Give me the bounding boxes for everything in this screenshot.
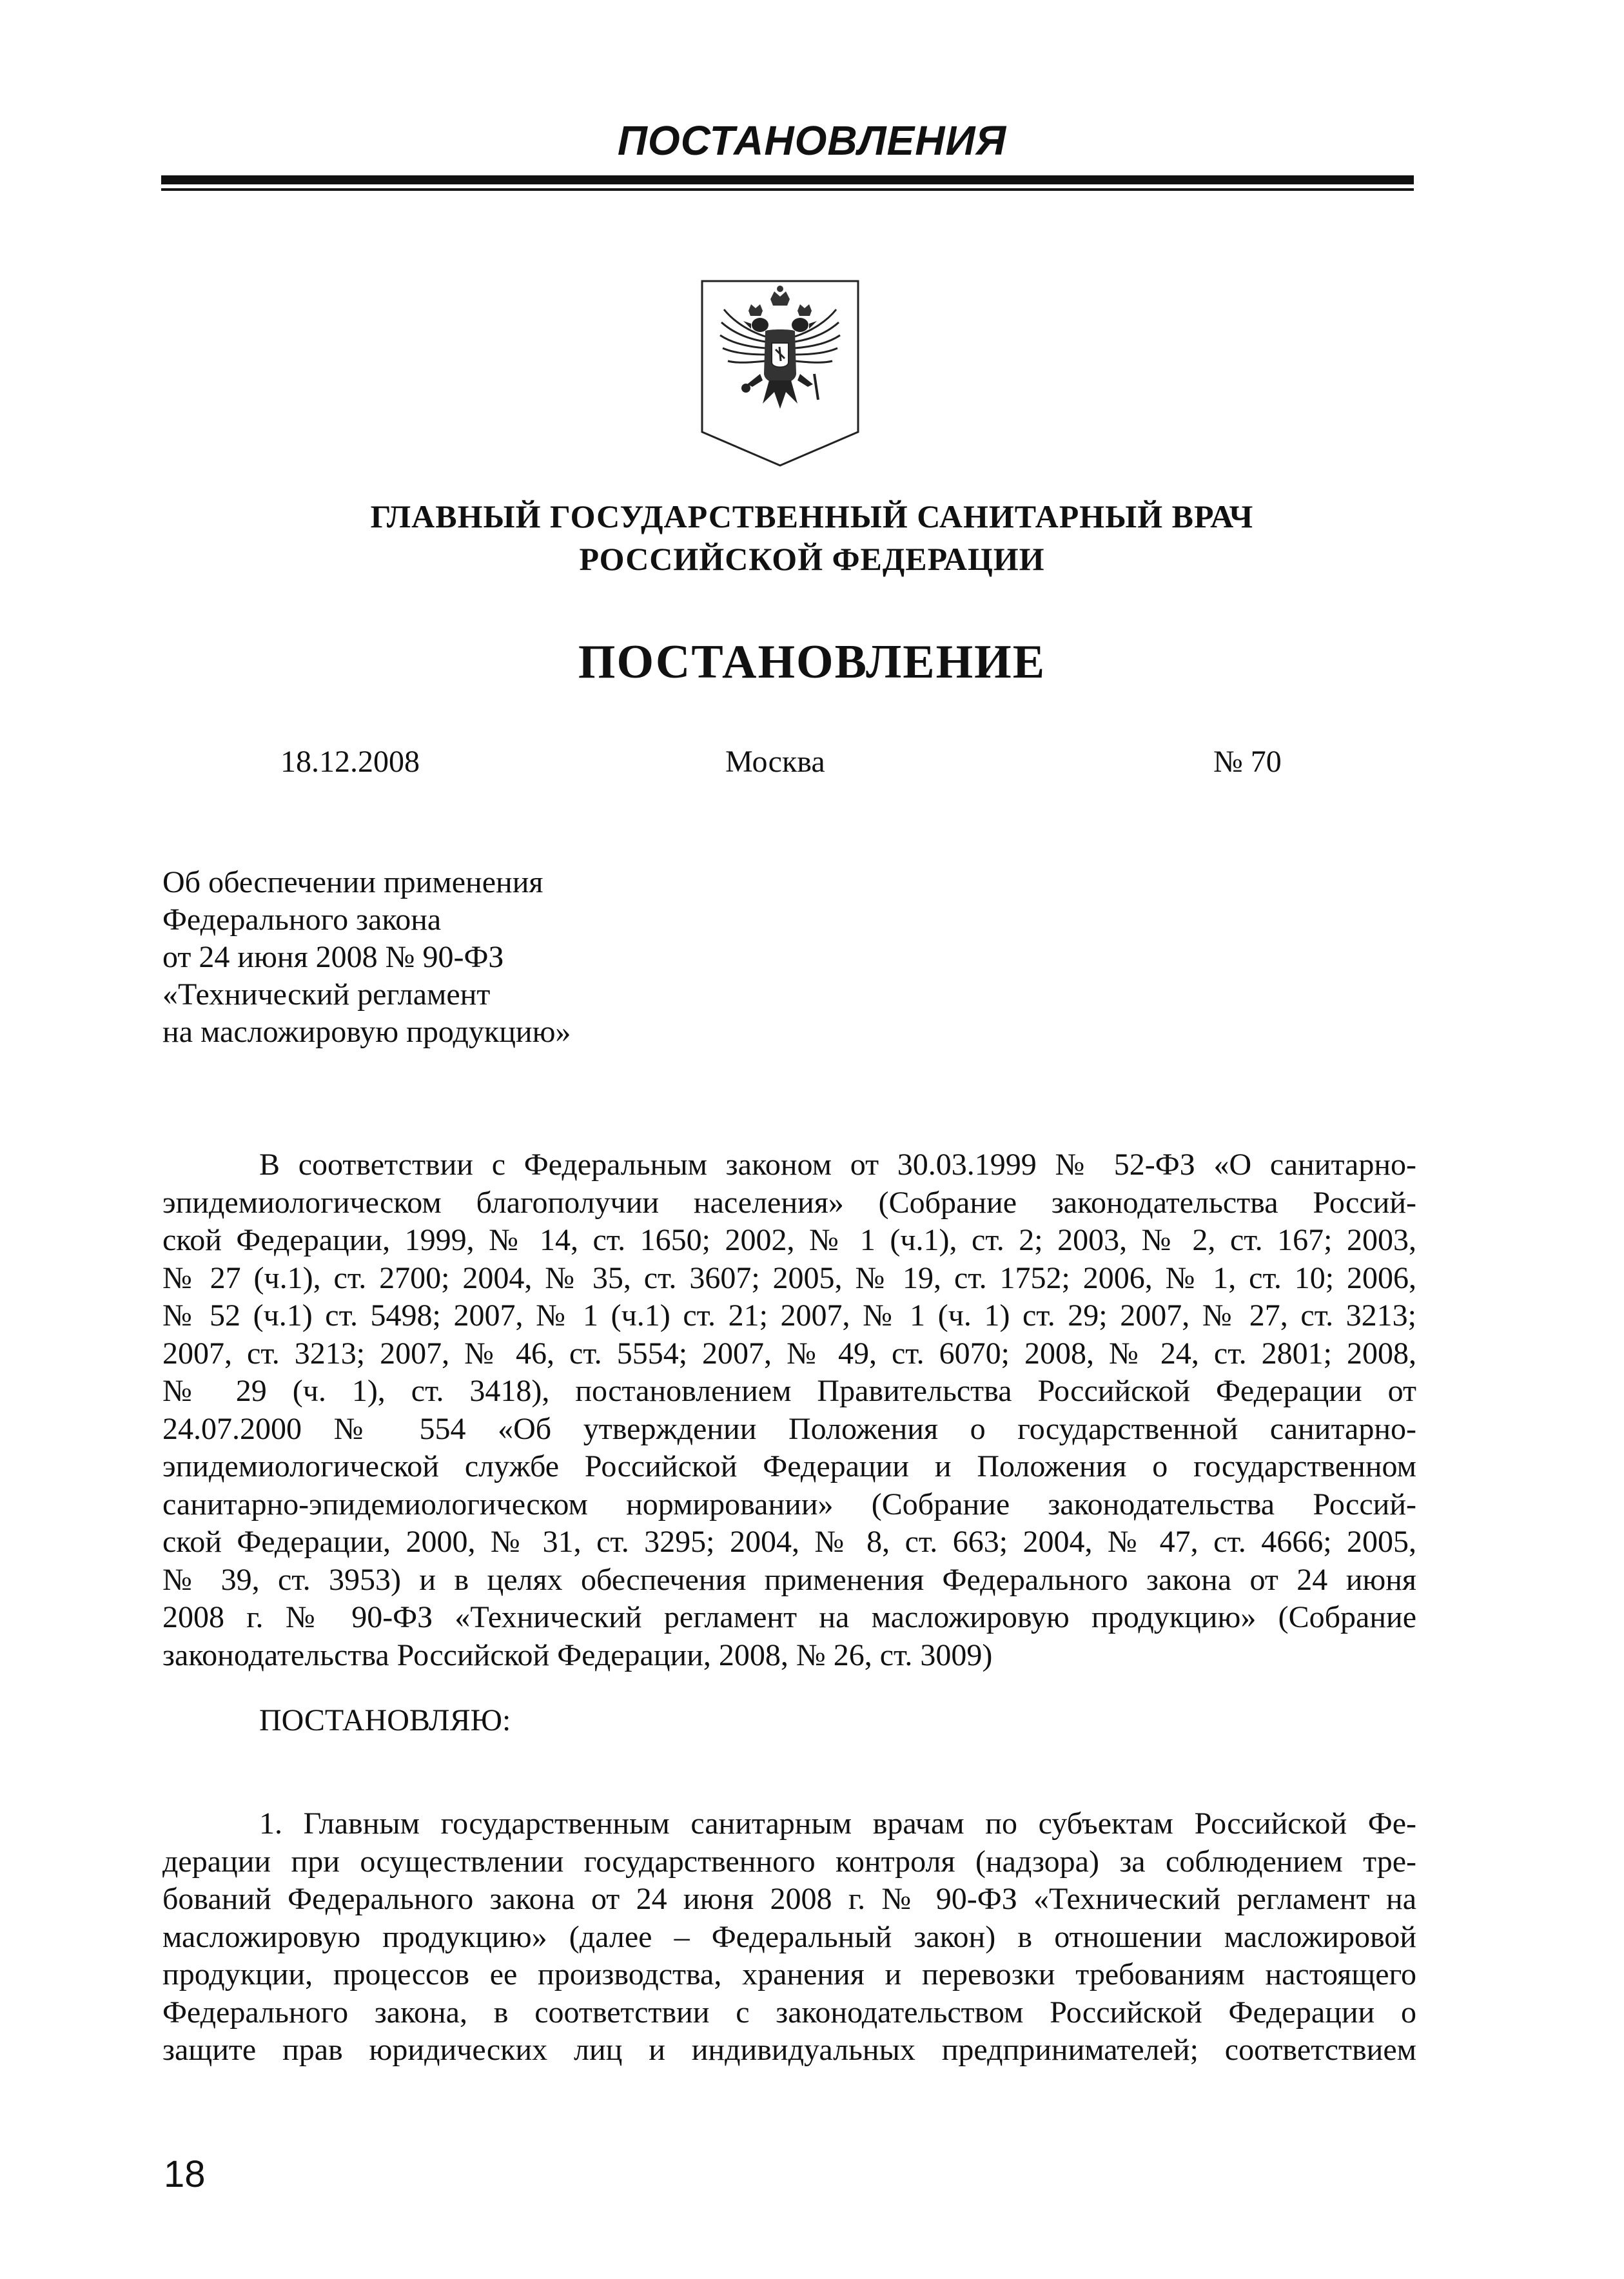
document-subject — [162, 864, 571, 1051]
paragraph-line: ской Федерации, 2000, № 31, ст. 3295; 2004, № 8, ст. 663; 2004, № 47, ст. 4666; 2005, — [162, 1525, 1416, 1559]
paragraph-line: № 29 (ч. 1), ст. 3418), постановлением Правительства Российской Федерации от — [162, 1374, 1416, 1408]
subject-line: на масложировую продукцию» — [162, 1015, 571, 1049]
paragraph-line: ской Федерации, 1999, № 14, ст. 1650; 2002, № 1 (ч.1), ст. 2; 2003, № 2, ст. 167; 2003, — [162, 1223, 1416, 1257]
paragraph-line: бований Федерального закона от 24 июня 2008 г. № 90-ФЗ «Технический регламент на — [162, 1882, 1416, 1916]
document-title: ПОСТАНОВЛЕНИЕ — [578, 636, 1046, 689]
paragraph-line: санитарно-эпидемиологическом нормировании» (Собрание законодательства Россий- — [162, 1487, 1416, 1521]
paragraph-line: В соответствии с Федеральным законом от 30.03.1999 № 52-ФЗ «О санитарно- — [259, 1148, 1416, 1182]
clause-1-paragraph — [162, 1805, 1416, 2069]
document-date: 18.12.2008 — [280, 745, 420, 779]
paragraph-line: законодательства Российской Федерации, 2008, № 26, ст. 3009) — [162, 1638, 993, 1672]
paragraph-line: защите прав юридических лиц и индивидуальных предпринимателей; соответствием — [162, 2033, 1416, 2067]
paragraph-line: 1. Главным государственным санитарным врачам по субъектам Российской Фе- — [259, 1806, 1416, 1841]
header-rule-thin — [161, 188, 1414, 191]
paragraph-line: 2007, ст. 3213; 2007, № 46, ст. 5554; 2007, № 49, ст. 6070; 2008, № 24, ст. 2801; 2008, — [162, 1336, 1416, 1371]
paragraph-line: № 27 (ч.1), ст. 2700; 2004, № 35, ст. 3607; 2005, № 19, ст. 1752; 2006, № 1, ст. 10; 2006, — [162, 1260, 1416, 1295]
paragraph-line: 2008 г. № 90-ФЗ «Технический регламент на масложировую продукцию» (Собрание — [162, 1600, 1416, 1634]
paragraph-line: дерации при осуществлении государственного контроля (надзора) за соблюдением тре- — [162, 1844, 1416, 1879]
paragraph-line: № 39, ст. 3953) и в целях обеспечения применения Федерального закона от 24 июня — [162, 1562, 1416, 1597]
subject-line: «Технический регламент — [162, 977, 491, 1012]
header-rule-thick — [161, 175, 1414, 184]
page-number: 18 — [164, 2153, 206, 2195]
paragraph-line: № 52 (ч.1) ст. 5498; 2007, № 1 (ч.1) ст. 21; 2007, № 1 (ч. 1) ст. 29; 2007, № 27, ст. 3213; — [162, 1298, 1416, 1333]
document-city: Москва — [725, 745, 825, 779]
paragraph-line: 24.07.2000 № 554 «Об утверждении Положения о государственной санитарно- — [162, 1411, 1416, 1446]
resolve-heading — [162, 1702, 1416, 1740]
subject-line: Федерального закона — [162, 903, 442, 937]
resolve-text: ПОСТАНОВЛЯЮ: — [259, 1703, 511, 1737]
paragraph-line: Федерального закона, в соответствии с законодательством Российской Федерации о — [162, 1995, 1416, 2030]
issuing-authority — [0, 495, 1624, 580]
paragraph-line: эпидемиологической службе Российской Федерации и Положения о государственном — [162, 1449, 1416, 1483]
paragraph-line: масложировую продукцию» (далее – Федеральный закон) в отношении масложировой — [162, 1919, 1416, 1954]
running-header: ПОСТАНОВЛЕНИЯ — [617, 117, 1007, 164]
authority-line-1: ГЛАВНЫЙ ГОСУДАРСТВЕННЫЙ САНИТАРНЫЙ ВРАЧ — [370, 498, 1254, 534]
authority-line-2: РОССИЙСКОЙ ФЕДЕРАЦИИ — [579, 541, 1045, 577]
preamble-paragraph — [162, 1146, 1416, 1674]
subject-line: от 24 июня 2008 № 90-ФЗ — [162, 940, 504, 974]
russian-coat-of-arms-icon — [698, 277, 862, 469]
subject-line: Об обеспечении применения — [162, 865, 543, 899]
paragraph-line: эпидемиологическом благополучии населения» (Собрание законодательства Россий- — [162, 1185, 1416, 1220]
paragraph-line: продукции, процессов ее производства, хранения и перевозки требованиям настоящего — [162, 1957, 1416, 1991]
document-number: № 70 — [1213, 745, 1282, 779]
